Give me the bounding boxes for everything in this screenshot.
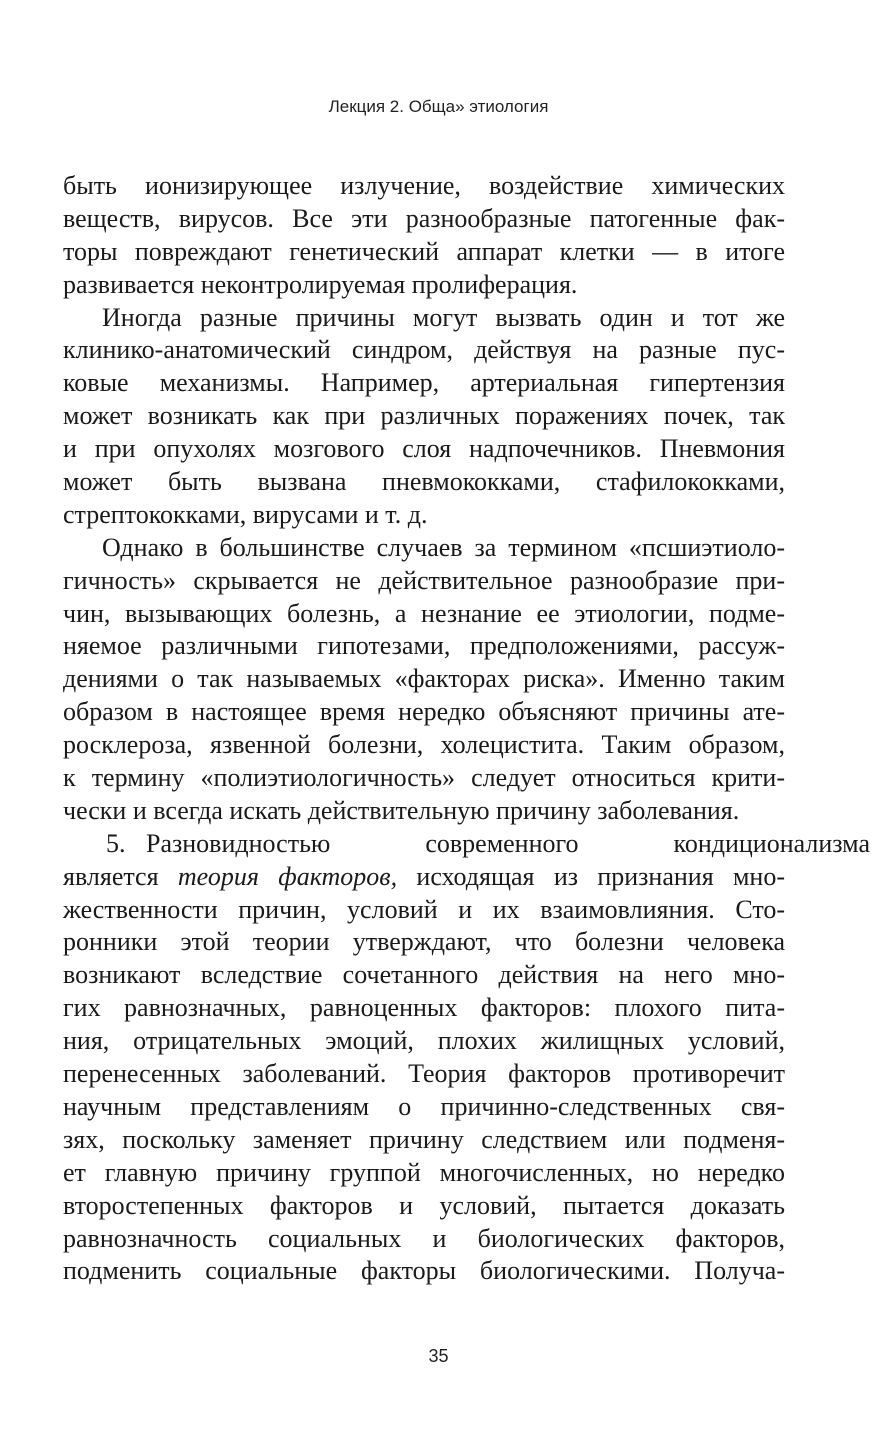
text-line: второстепенных факторов и условий, пытается доказать <box>63 1190 785 1220</box>
text-line: ковые механизмы. Например, артериальная гипертензия <box>63 368 785 398</box>
text-fragment: является <box>63 861 159 891</box>
text-line: торы повреждают генетический аппарат клетки — в итоге <box>63 236 785 266</box>
text-line: клинико-анатомический синдром, действуя на разные пус- <box>63 335 785 365</box>
text-line: научным представлениям о причинно-следственных свя- <box>63 1091 785 1121</box>
main-text <box>63 170 870 1288</box>
page-number: 35 <box>428 1346 449 1366</box>
text-line: образом в настоящее время нередко объясняют причины ате- <box>63 697 785 727</box>
text-line: стрептококками, вирусами и т. д. <box>63 499 428 529</box>
text-line: может возникать как при различных поражениях почек, так <box>63 401 785 431</box>
item-5-second-line <box>63 861 785 894</box>
text-line: гих равнозначных, равноценных факторов: плохого пита- <box>63 993 785 1023</box>
text-line: дениями о так называемых «факторах риска». Именно таким <box>63 664 785 694</box>
text-line: гичность» скрывается не действительное разнообразие при- <box>63 565 785 595</box>
item-5-text: Разновидностью современного кондиционализма <box>146 828 870 858</box>
text-line: чески и всегда искать действительную причину заболевания. <box>63 795 740 825</box>
text-line: ет главную причину группой многочисленных, но нередко <box>63 1157 785 1187</box>
text-fragment: исходящая из признания мно- <box>416 861 786 891</box>
item-5-first-line <box>63 828 870 861</box>
text-line: Иногда разные причины могут вызвать один и тот же <box>102 302 785 332</box>
text-line: ронники этой теории утверждают, что болезни человека <box>63 927 785 957</box>
running-head: Лекция 2. Обща» этиология <box>328 97 549 116</box>
text-line: может быть вызвана пневмококками, стафилококками, <box>63 467 785 497</box>
text-line: быть ионизирующее излучение, воздействие химических <box>63 171 785 200</box>
item-number: 5. <box>106 828 126 858</box>
text-line: возникают вследствие сочетанного действия на него мно- <box>63 960 785 990</box>
text-line: равнозначность социальных и биологических факторов, <box>63 1223 785 1253</box>
text-line: жественности причин, условий и их взаимовлияния. Сто- <box>63 894 785 924</box>
text-line: и при опухолях мозгового слоя надпочечников. Пневмония <box>63 434 785 464</box>
text-line: ния, отрицательных эмоций, плохих жилищных условий, <box>63 1026 785 1056</box>
text-line: зях, поскольку заменяет причину следствием или подменя- <box>63 1124 785 1154</box>
text-line: к термину «полиэтиологичность» следует относиться крити- <box>63 763 785 793</box>
text-line: веществ, вирусов. Все эти разнообразные патогенные фак- <box>63 203 785 233</box>
text-line: росклероза, язвенной болезни, холецистита. Таким образом, <box>63 730 785 760</box>
text-line: няемое различными гипотезами, предположениями, рассуж- <box>63 631 785 661</box>
text-line: подменить социальные факторы биологическими. Получа- <box>63 1256 785 1286</box>
text-line: Однако в большинстве случаев за термином «псшиэтиоло- <box>102 532 785 562</box>
text-line: развивается неконтролируемая пролиферация. <box>63 269 578 299</box>
text-line: перенесенных заболеваний. Теория факторов противоречит <box>63 1059 785 1089</box>
text-line: чин, вызывающих болезнь, а незнание ее этиологии, подме- <box>63 598 785 628</box>
emphasis-term: теория факторов, <box>177 861 398 891</box>
